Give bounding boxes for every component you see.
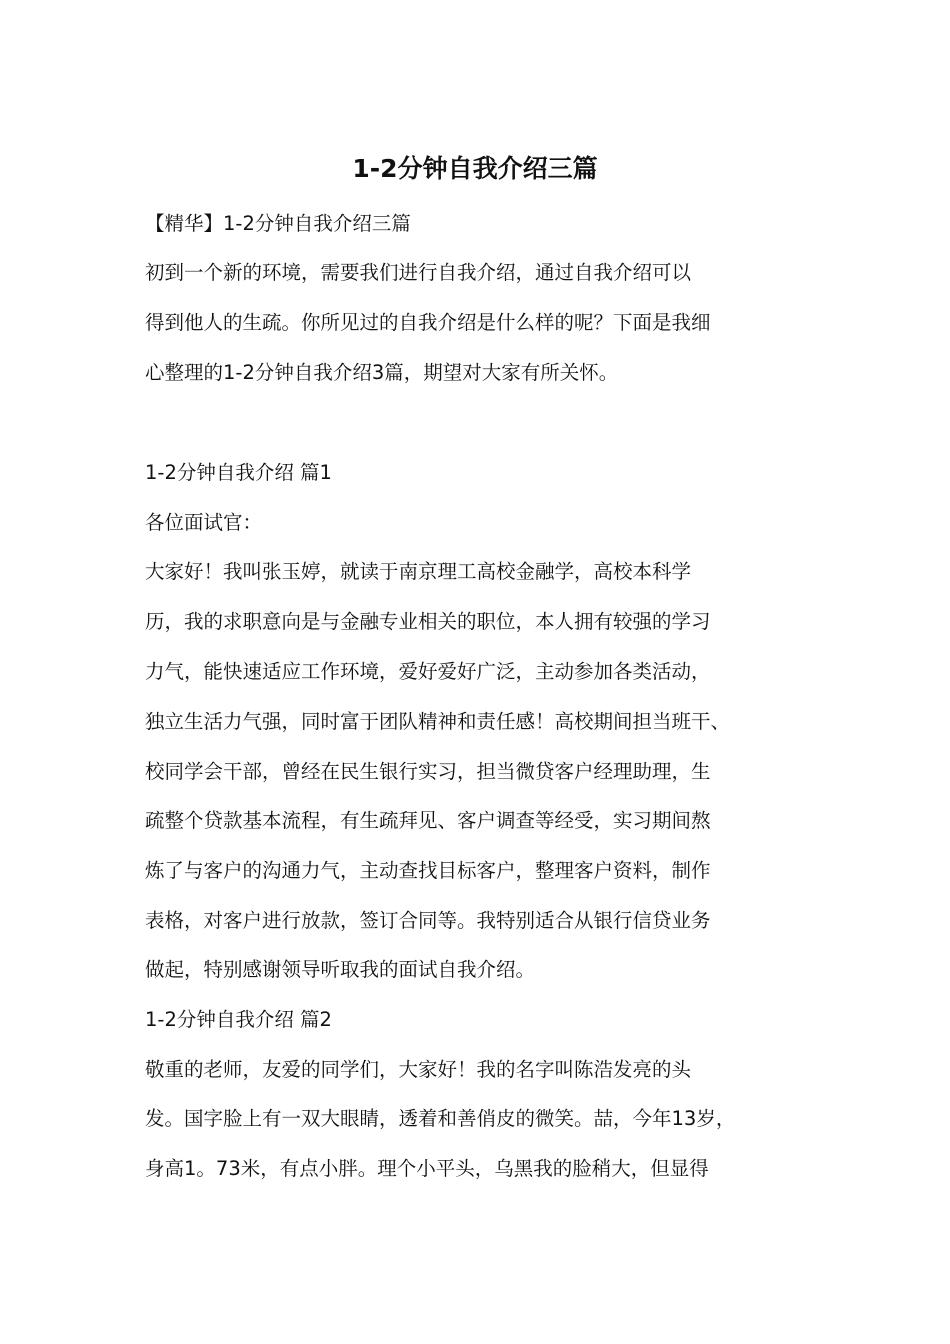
section1-line-3: 历，我的求职意向是与金融专业相关的职位，本人拥有较强的学习 — [145, 610, 711, 633]
section1-line-9: 表格，对客户进行放款，签订合同等。我特别适合从银行信贷业务 — [145, 909, 711, 932]
section1-line-10: 做起，特别感谢领导听取我的面试自我介绍。 — [145, 958, 536, 981]
section1-line-2: 大家好！我叫张玉婷，就读于南京理工高校金融学，高校本科学 — [145, 560, 692, 583]
section2-line-3: 身高1。73米，有点小胖。理个小平头，乌黑我的脸稍大，但显得 — [145, 1157, 709, 1180]
section1-line-6: 校同学会干部，曾经在民生银行实习，担当微贷客户经理助理，生 — [145, 760, 711, 783]
section1-line-4: 力气，能快速适应工作环境，爱好爱好广泛，主动参加各类活动， — [145, 660, 711, 683]
section1-line-7: 疏整个贷款基本流程，有生疏拜见、客户调查等经受，实习期间熬 — [145, 809, 711, 832]
document-subtitle: 【精华】1-2分钟自我介绍三篇 — [145, 212, 411, 235]
section2-heading: 1-2分钟自我介绍 篇2 — [145, 1008, 332, 1031]
intro-line-1: 初到一个新的环境，需要我们进行自我介绍，通过自我介绍可以 — [145, 261, 692, 284]
section2-line-1: 敬重的老师，友爱的同学们，大家好！我的名字叫陈浩发亮的头 — [145, 1058, 692, 1081]
intro-line-3: 心整理的1-2分钟自我介绍3篇，期望对大家有所关怀。 — [145, 361, 619, 384]
section1-line-1: 各位面试官： — [145, 511, 263, 534]
section1-heading: 1-2分钟自我介绍 篇1 — [145, 461, 332, 484]
section1-line-8: 炼了与客户的沟通力气，主动查找目标客户，整理客户资料，制作 — [145, 859, 711, 882]
intro-line-2: 得到他人的生疏。你所见过的自我介绍是什么样的呢？下面是我细 — [145, 311, 711, 334]
section1-line-5: 独立生活力气强，同时富于团队精神和责任感！高校期间担当班干、 — [145, 710, 731, 733]
section2-line-2: 发。国字脸上有一双大眼睛，透着和善俏皮的微笑。喆，今年13岁， — [145, 1107, 736, 1130]
document-title: 1-2分钟自我介绍三篇 — [352, 154, 598, 183]
